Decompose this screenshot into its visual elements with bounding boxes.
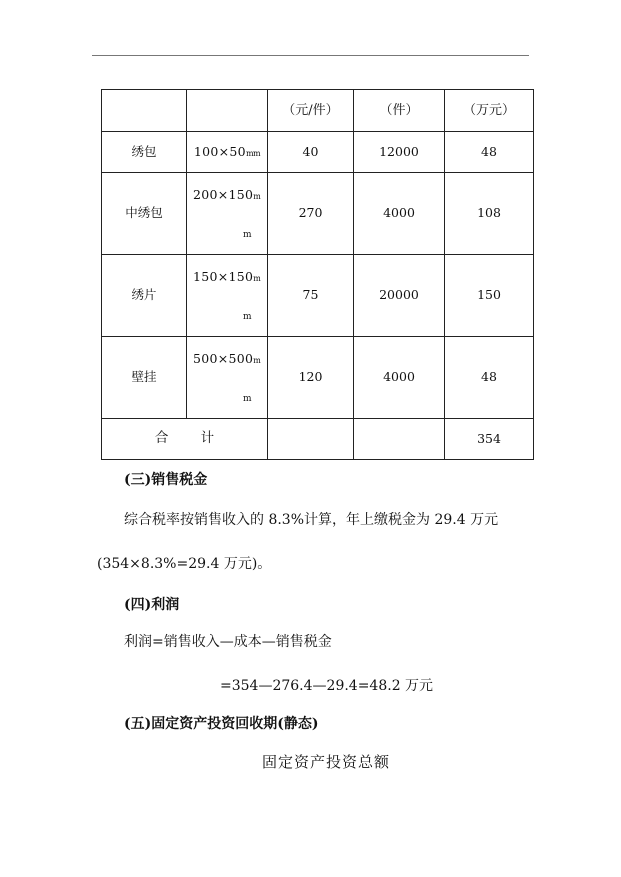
spec-unit: m: [253, 356, 261, 365]
spec-unit-wrap: m: [243, 230, 252, 240]
quantity: 12000: [354, 132, 445, 173]
spec-value: 100×50: [193, 143, 246, 159]
spec-line-1: [193, 353, 260, 366]
amount: 108: [445, 173, 534, 255]
product-spec: [187, 173, 268, 255]
product-name: 绣片: [102, 255, 187, 337]
sales-tax-heading: (三)销售税金: [124, 472, 208, 488]
table-row: [102, 173, 534, 255]
amount: 48: [445, 337, 534, 419]
total-price: [268, 419, 354, 460]
header-cell-amount-unit: （万元）: [445, 90, 534, 132]
table-header-row: [102, 90, 534, 132]
table-row: [102, 132, 534, 173]
header-cell-name: [102, 90, 187, 132]
total-label: 合 计: [102, 419, 268, 460]
quantity: 20000: [354, 255, 445, 337]
unit-price: 270: [268, 173, 354, 255]
sales-tax-paragraph: 综合税率按销售收入的 8.3%计算，年上缴税金为 29.4 万元: [124, 512, 499, 528]
spec-unit-wrap: m: [243, 312, 252, 322]
table-row: [102, 255, 534, 337]
spec-value: 200×150: [193, 187, 254, 202]
spec-unit: m: [253, 192, 261, 201]
fixed-asset-investment-label: 固定资产投资总额: [262, 753, 391, 771]
table-row: [102, 337, 534, 419]
profit-heading: (四)利润: [124, 597, 180, 613]
spec-unit-wrap: m: [243, 394, 252, 404]
header-cell-price-unit: （元/件）: [268, 90, 354, 132]
page-header-rule: [92, 55, 529, 56]
amount: 150: [445, 255, 534, 337]
sales-tax-calculation: (354×8.3%=29.4 万元)。: [97, 556, 272, 572]
spec-line-1: [193, 271, 260, 284]
unit-price: 75: [268, 255, 354, 337]
spec-unit: m: [253, 274, 261, 283]
total-amount: 354: [445, 419, 534, 460]
product-spec: [187, 132, 268, 173]
total-qty: [354, 419, 445, 460]
unit-price: 40: [268, 132, 354, 173]
product-name: 壁挂: [102, 337, 187, 419]
spec-value: 500×500: [193, 351, 254, 366]
total-row: [102, 419, 534, 460]
amount: 48: [445, 132, 534, 173]
payback-period-heading: (五)固定资产投资回收期(静态): [124, 716, 319, 732]
product-name: 中绣包: [102, 173, 187, 255]
product-spec: [187, 337, 268, 419]
header-cell-qty-unit: （件）: [354, 90, 445, 132]
quantity: 4000: [354, 173, 445, 255]
sales-revenue-table: [101, 89, 534, 460]
profit-formula: 利润=销售收入—成本—销售税金: [124, 634, 332, 650]
profit-calculation: =354—276.4—29.4=48.2 万元: [220, 678, 434, 694]
spec-value: 150×150: [193, 269, 254, 284]
header-cell-spec: [187, 90, 268, 132]
product-spec: [187, 255, 268, 337]
product-name: 绣包: [102, 132, 187, 173]
spec-unit: mm: [245, 148, 261, 158]
quantity: 4000: [354, 337, 445, 419]
unit-price: 120: [268, 337, 354, 419]
spec-line-1: [193, 189, 260, 202]
